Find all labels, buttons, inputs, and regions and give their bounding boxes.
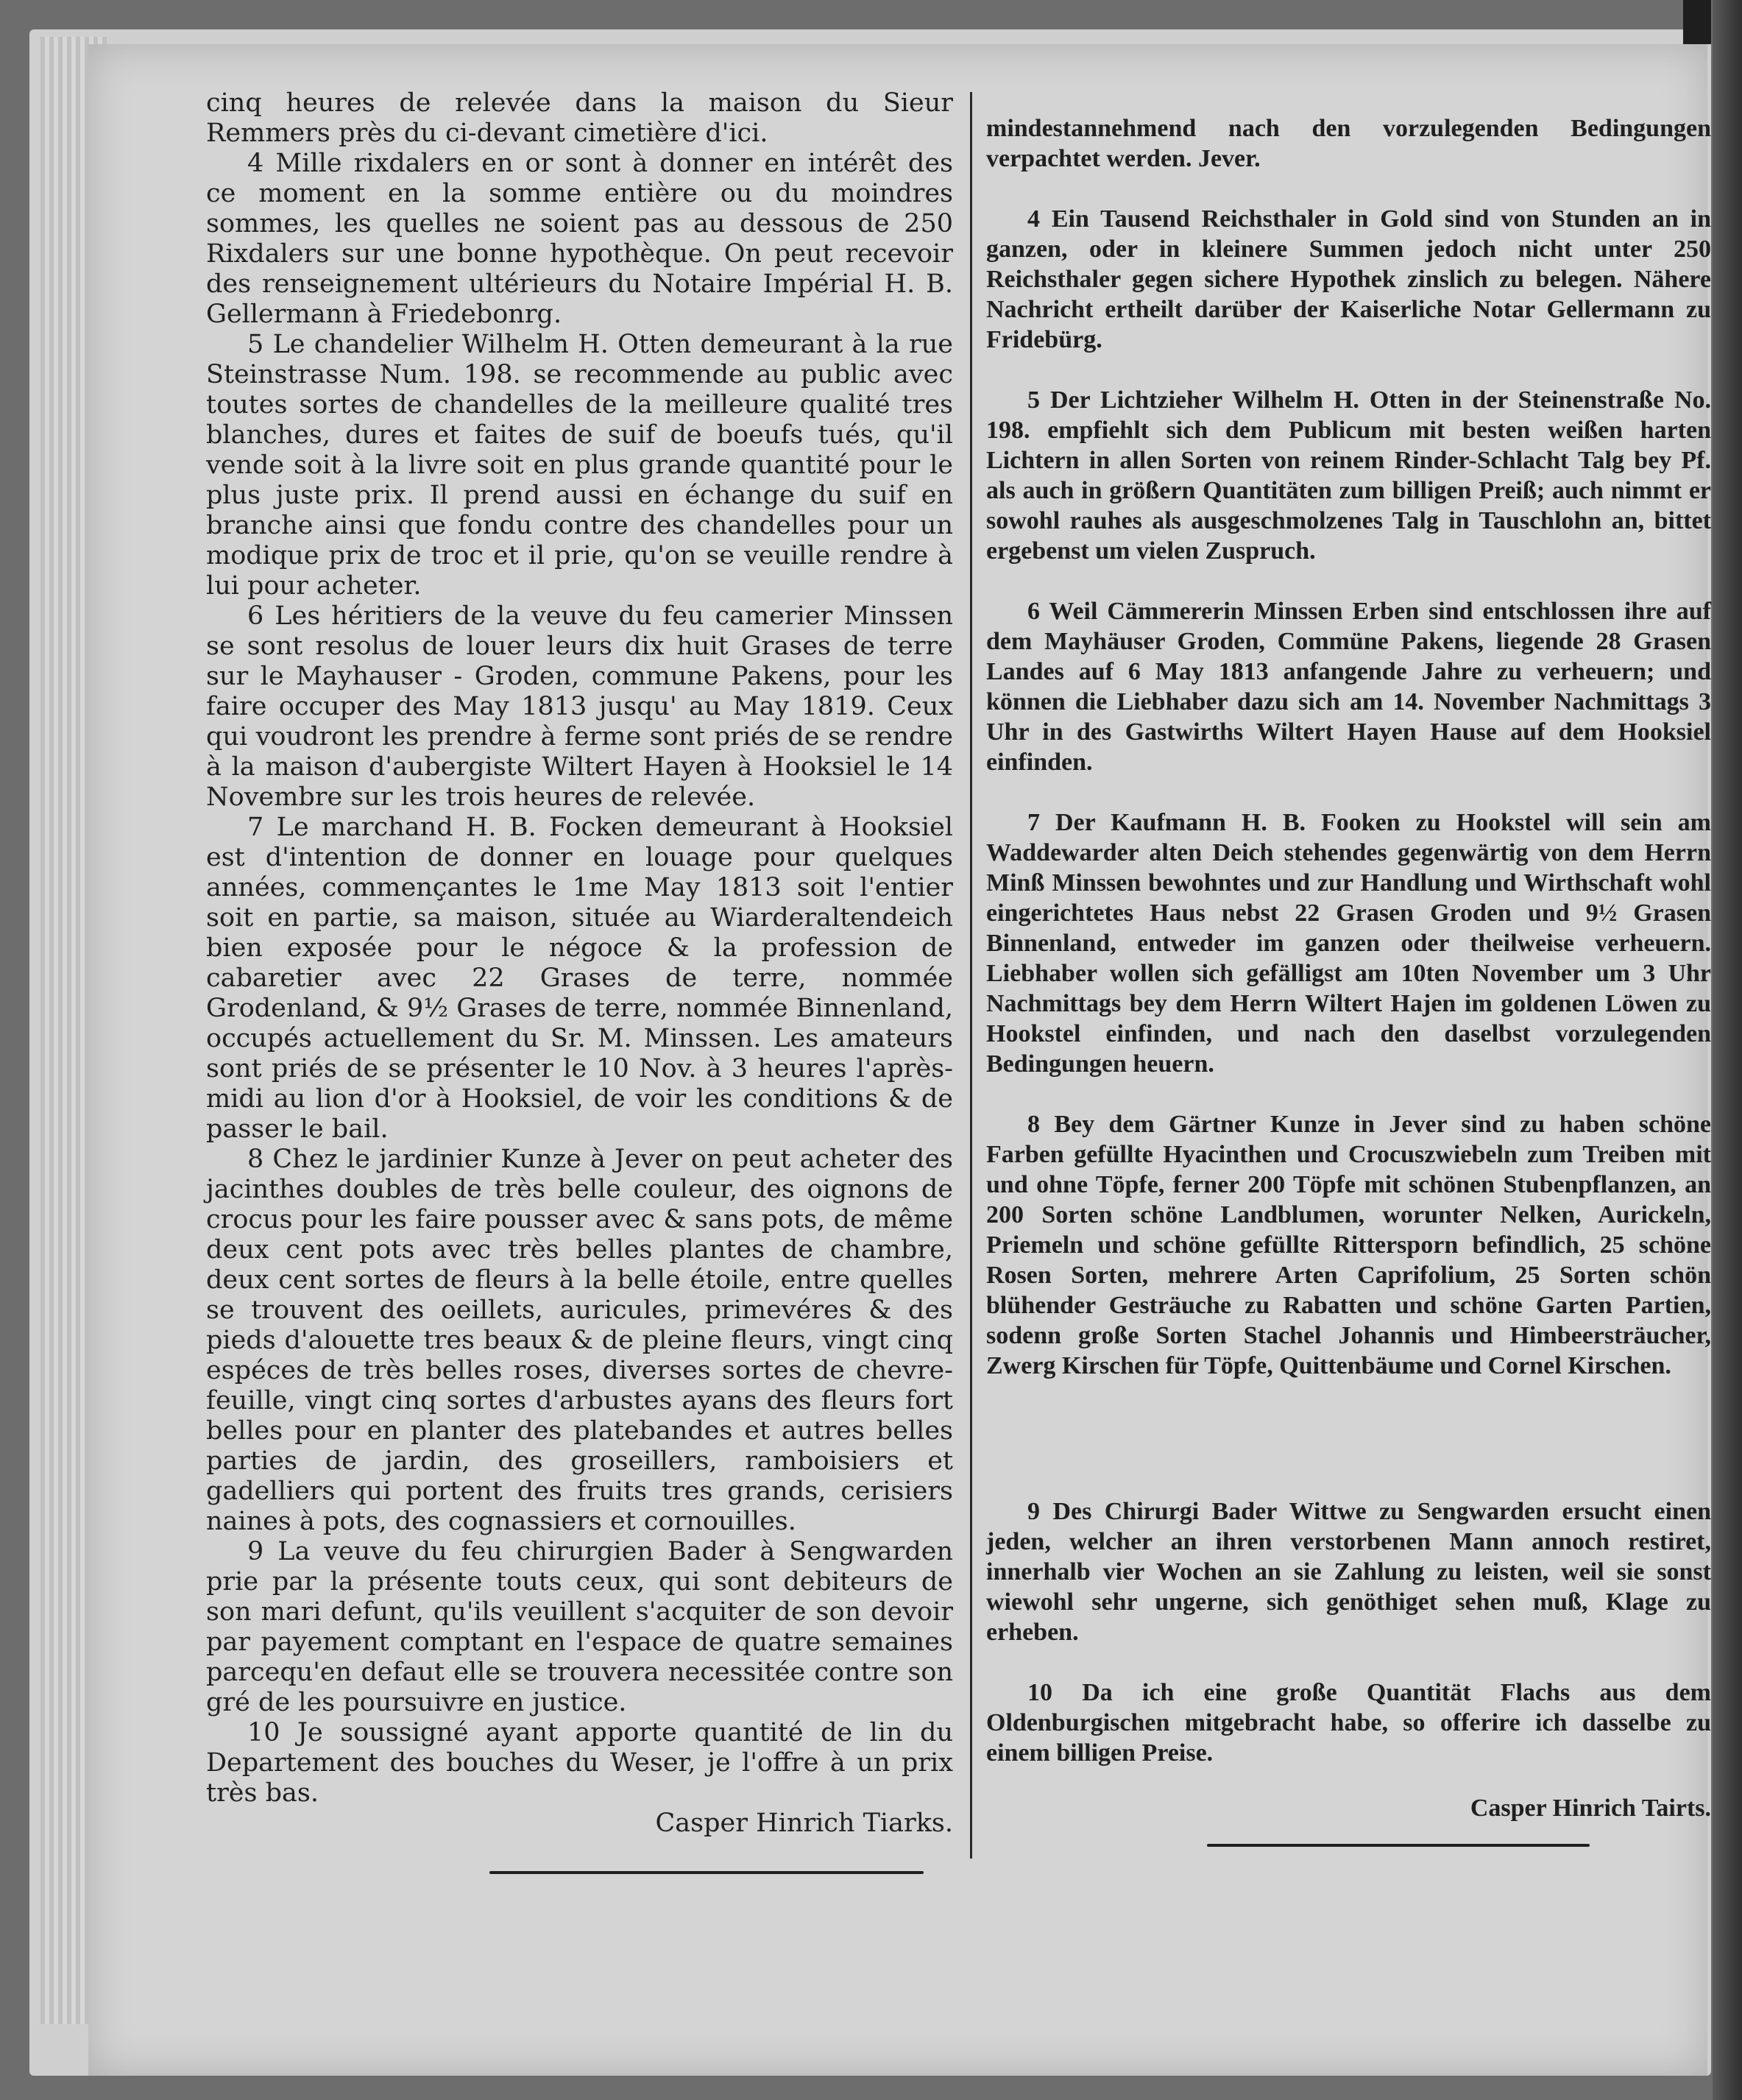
column-divider xyxy=(970,92,972,1859)
de-entry-8: 8 Bey dem Gärtner Kunze in Jever sind zu haben schöne Farben gefüllte Hyacinthen und Crocuszwiebeln zum Treiben mit und ohne Töpfe, ferner 200 Töpfe mit schönen Stubenpflanzen, an 200 Sorten schöne Landblumen, worunter Nelken, Aurickeln, Priemeln und schöne gefüllte Rittersporn befindlich, 25 schöne Rosen Sorten, mehrere Arten Caprifolium, 25 Sorten schön blühender Gesträuche zu Rabatten und schöne Garten Partien, sodenn große Sorten Stachel Johannis und Himbeersträucher, Zwerg Kirschen für Töpfe, Quittenbäume und Cornel Kirschen. xyxy=(986,1111,1711,1379)
fr-signature: Casper Hinrich Tiarks. xyxy=(655,1809,953,1838)
de-entry-5: 5 Der Lichtzieher Wilhelm H. Otten in der Steinenstraße No. 198. empfiehlt sich dem Publicum mit besten weißen harten Lichtern in allen Sorten von reinem Rinder-Schlacht Talg bey Pf. als auch in größern Quantitäten zum billigen Preiß; auch nimmt er sowohl rauhes als ausgeschmolzenes Talg in Tauschlohn an, bittet ergebenst um vielen Zuspruch. xyxy=(986,386,1711,565)
fr-entry-6: 6 Les héritiers de la veuve du feu camerier Minssen se sont resolus de louer leurs dix huit Grases de terre sur le Mayhauser - Groden, commune Pakens, pour les faire occuper des May 1813 jusqu' au May 1819. Ceux qui voudront les prendre à ferme sont priés de se rendre à la maison d'aubergiste Wiltert Hayen à Hooksiel le 14 Novembre sur les trois heures de relevée. xyxy=(206,601,953,812)
page-shadow-edge xyxy=(1713,0,1742,2100)
closing-rule-right xyxy=(1207,1844,1590,1847)
fr-entry-4: 4 Mille rixdalers en or sont à donner en intérêt des ce moment en la somme entière ou du moindres sommes, les quelles ne soient pas au dessous de 250 Rixdalers sur une bonne hypothèque. On peut recevoir des renseignement ultérieurs du Notaire Impérial H. B. Gellermann à Friedebonrg. xyxy=(206,149,953,329)
de-entry-10: 10 Da ich eine große Quantität Flachs aus dem Oldenburgischen mitgebracht habe, so offerire ich dasselbe zu einem billigen Preise. xyxy=(986,1679,1712,1767)
fr-entry-9: 9 La veuve du feu chirurgien Bader à Sengwarden prie par la présente touts ceux, qui sont debiteurs de son mari defunt, qu'ils veuillent s'acquiter de son devoir par payement comptant en l'espace de quatre semaines parcequ'en defaut elle se trouvera necessitée contre son gré de les poursuivre en justice. xyxy=(206,1537,953,1717)
fr-entry-10: 10 Je soussigné ayant apporte quantité de lin du Departement des bouches du Weser, je l'offre à un prix très bas. xyxy=(206,1718,953,1808)
de-entry-4: 4 Ein Tausend Reichsthaler in Gold sind von Stunden an in ganzen, oder in kleinere Summen jedoch nicht unter 250 Reichsthaler gegen sichere Hypothek zinslich zu belegen. Nähere Nachricht ertheilt darüber der Kaiserliche Notar Gellermann zu Fridebürg. xyxy=(986,205,1712,353)
french-column xyxy=(206,88,953,1839)
fr-entry-7: 7 Le marchand H. B. Focken demeurant à Hooksiel est d'intention de donner en louage pour quelques années, commençantes le 1me May 1813 soit l'entier soit en partie, sa maison, située au Wiarderaltendeich bien exposée pour le négoce & la profession de cabaretier avec 22 Grases de terre, nommée Grodenland, & 9½ Grases de terre, nommée Binnenland, occupés actuellement du Sr. M. Minssen. Les amateurs sont priés de se présenter le 10 Nov. à 3 heures l'après-midi au lion d'or à Hooksiel, de voir les conditions & de passer le bail. xyxy=(206,813,953,1144)
de-entry-7: 7 Der Kaufmann H. B. Fooken zu Hookstel will sein am Waddewarder alten Deich stehendes gegenwärtig von dem Herrn Minß Minssen bewohntes und zur Handlung und Wirthschaft wohl eingerichtetes Haus nebst 22 Grasen Groden und 9½ Grasen Binnenland, entweder im ganzen oder theilweise verheuern. Liebhaber wollen sich gefälligst am 10ten November um 3 Uhr Nachmittags bey dem Herrn Wiltert Hajen im goldenen Löwen zu Hookstel einfinden, und nach den daselbst vorzulegenden Bedingungen heuern. xyxy=(986,809,1711,1078)
de-signature: Casper Hinrich Tairts. xyxy=(1470,1795,1711,1822)
german-column xyxy=(986,88,1711,1853)
corner-tab xyxy=(1683,0,1711,44)
de-entry-6: 6 Weil Cämmererin Minssen Erben sind entschlossen ihre auf dem Mayhäuser Groden, Commüne Pakens, liegende 28 Grasen Landes auf 6 May 1813 anfangende Jahre zu verheuern; und können die Liebhaber dazu sich am 14. November Nachmittags 3 Uhr in des Gastwirths Wiltert Hayen Hause auf dem Hooksiel einfinden. xyxy=(986,598,1711,776)
de-entry-continuation: mindestannehmend nach den vorzulegenden Bedingungen verpachtet werden. Jever. xyxy=(986,115,1711,172)
de-gap xyxy=(986,1411,1711,1471)
closing-rule-left xyxy=(489,1871,924,1874)
fr-entry-continuation: cinq heures de relevée dans la maison du Sieur Remmers près du ci-devant cimetière d'ici. xyxy=(206,88,953,148)
fr-entry-5: 5 Le chandelier Wilhelm H. Otten demeurant à la rue Steinstrasse Num. 198. se recommende au public avec toutes sortes de chandelles de la meilleure qualité tres blanches, dures et faites de suif de boeufs tués, qu'il vende soit à la livre soit en plus grande quantité pour le plus juste prix. Il prend aussi en échange du suif en branche ainsi que fondu contre des chandelles pour un modique prix de troc et il prie, qu'on se veuille rendre à lui pour acheter. xyxy=(206,330,953,601)
de-entry-9: 9 Des Chirurgi Bader Wittwe zu Sengwarden ersucht einen jeden, welcher an ihren verstorbenen Mann annoch restiret, innerhalb vier Wochen an sie Zahlung zu leisten, weil sie sonst wiewohl sehr ungerne, sich genöthiget sehen muß, Klage zu erheben. xyxy=(986,1498,1711,1646)
fr-entry-8: 8 Chez le jardinier Kunze à Jever on peut acheter des jacinthes doubles de très belle couleur, des oignons de crocus pour les faire pousser avec & sans pots, de même deux cent pots avec très belles plantes de chambre, deux cent sortes de fleurs à la belle étoile, entre quelles se trouvent des oeillets, auricules, primevéres & des pieds d'alouette tres beaux & de pleine fleurs, vingt cinq espéces de très belles roses, diverses sortes de chevre-feuille, vingt cinq sortes d'arbustes ayans des fleurs fort belles pour en planter des platebandes et autres belles parties de jardin, des groseillers, ramboisiers et gadelliers qui portent des fruits tres grands, cerisiers naines à pots, des cognassiers et cornouilles. xyxy=(206,1145,953,1536)
